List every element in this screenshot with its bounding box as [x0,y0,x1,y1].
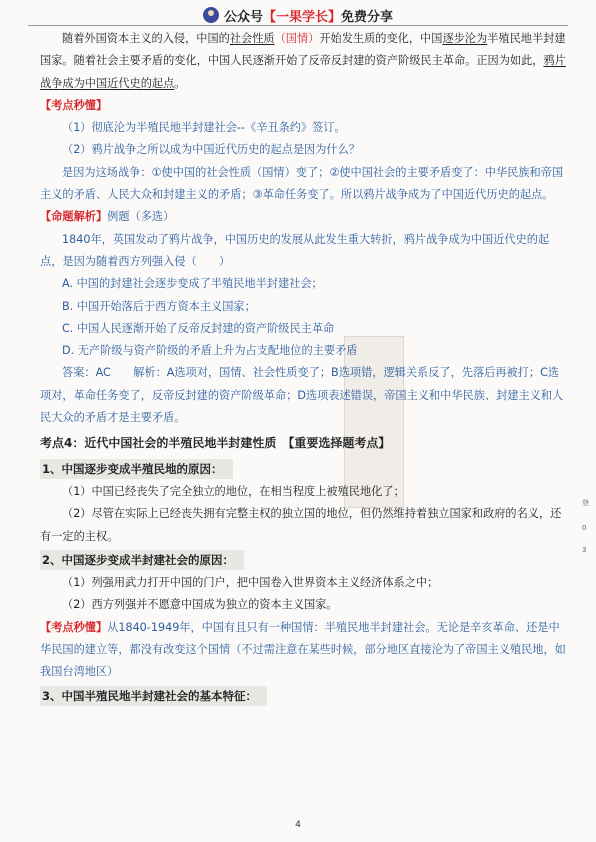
mingti-tag-rest: 例题（多选） [107,210,175,224]
mingti-question: 1840年，英国发动了鸦片战争，中国历史的发展从此发生重大转折，鸦片战争成为中国近代史的起点，是因为随着西方列强入侵（ ） [40,232,550,268]
sub-2-item-1: （1）列强用武力打开中国的门户，把中国卷入世界资本主义经济体系之中； [62,576,439,590]
side-mark-1: 登 [582,499,589,507]
sub-1-item-2: （2）尽管在实际上已经丧失拥有完整主权的独立国的地位，但仍然维持着独立国家和政府的名义，还有一定的主权。 [40,507,562,543]
kaodian-2-text: 从1840-1949年，中国有且只有一种国情：半殖民地半封建社会。无论是辛亥革命、还是中华民国的建立等，都没有改变这个国情（不过需注意在某些时候，部分地区直接沦为了帝国主义殖民地，如我国台湾地区） [40,620,566,679]
sub-1-wrap [40,457,568,481]
header-brand: 【一果学长】 [262,9,341,25]
kaodian-item-2: （2）鸦片战争之所以成为中国近代历史的起点是因为什么？ [62,143,360,157]
header-label: 公众号 [223,9,263,25]
page-header [0,4,596,26]
kaodian-tag-2: 【考点秒懂】 [40,620,108,634]
sub-1-item-1: （1）中国已经丧失了完全独立的地位，在相当程度上被殖民地化了； [62,484,405,498]
document-body [40,28,568,708]
sub-2-item-2: （2）西方列强并不愿意中国成为独立的资本主义国家。 [62,598,338,612]
section-4-title: 考点4：近代中国社会的半殖民地半封建性质 【重要选择题考点】 [40,436,391,451]
option-b: B. 中国开始落后于西方资本主义国家； [62,299,256,313]
sub-2-wrap [40,548,568,572]
side-mark-2: 0 [582,524,587,532]
sub-heading-3: 3、中国半殖民地半封建社会的基本特征： [40,686,267,706]
intro-paragraph: 随着外国资本主义的入侵，中国的社会性质（国情）开始发生质的变化，中国逐步沦为半殖民地半封建国家。随着社会主要矛盾的变化，中国人民逐渐开始了反帝反封建的资产阶级民主革命。正因为如此，鸦片战争成为中国近代史的起点。 [40,32,566,90]
mingti-answer: 答案：AC 解析：A选项对，国情、社会性质变了；B选项错，逻辑关系反了，先落后再被打；C选项对，革命任务变了，反帝反封建的资产阶级革命；D选项表述错误，帝国主义和中华民族、封建主义和人民大众的矛盾才是主要矛盾。 [40,366,564,425]
kaodian-item-1: （1）彻底沦为半殖民地半封建社会--《辛丑条约》签订。 [62,121,346,135]
kaodian-tag-1: 【考点秒懂】 [40,98,108,112]
header-divider [28,25,568,26]
mingti-tag: 【命题解析】 [40,210,108,224]
account-logo-icon [203,7,219,23]
kaodian-2 [40,617,568,684]
sub-heading-2: 2、中国逐步变成半封建社会的原因： [40,550,244,570]
page-number: 4 [295,820,301,830]
sub-heading-1: 1、中国逐步变成半殖民地的原因： [40,459,233,479]
option-d: D. 无产阶级与资产阶级的矛盾上升为占支配地位的主要矛盾 [62,344,358,358]
kaodian-answer: 是因为这场战争：①使中国的社会性质（国情）变了；②使中国社会的主要矛盾变了：中华民族和帝国主义的矛盾、人民大众和封建主义的矛盾；③革命任务变了。所以鸦片战争成为了中国近代历史的起点。 [40,165,564,202]
header-suffix: 免费分享 [341,9,394,25]
option-a: A. 中国的封建社会逐步变成了半殖民地半封建社会； [62,277,323,291]
side-mark-3: 3 [582,546,587,554]
option-c: C. 中国人民逐渐开始了反帝反封建的资产阶级民主革命 [62,321,335,335]
sub-3-wrap [40,684,568,708]
mingti-heading [40,206,568,228]
